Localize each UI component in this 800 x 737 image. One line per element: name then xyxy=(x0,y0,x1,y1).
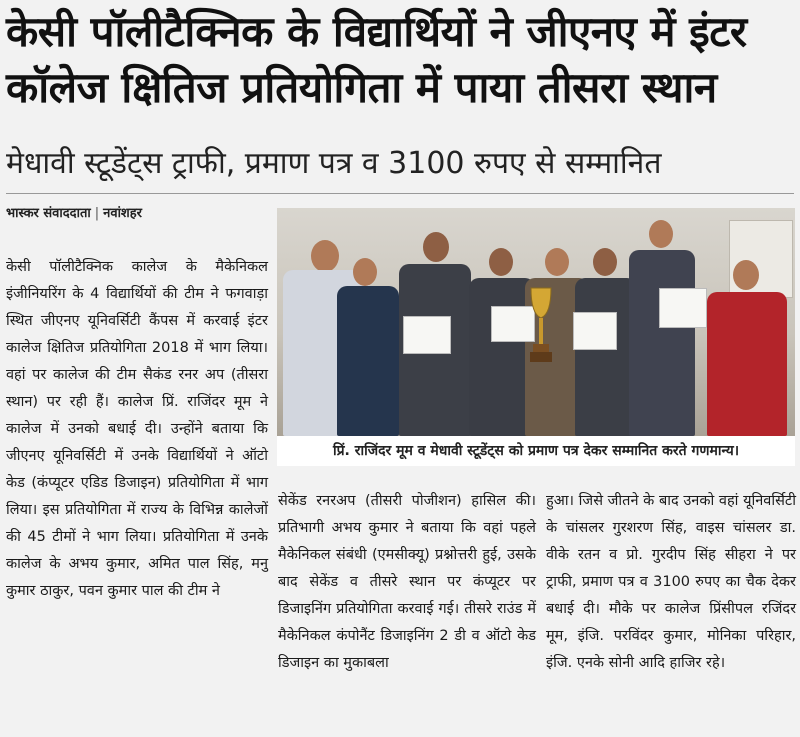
certificate xyxy=(573,312,617,350)
divider xyxy=(6,193,794,194)
certificate xyxy=(659,288,707,328)
photo-caption: प्रिं. राजिंदर मूम व मेधावी स्टूडेंट्स को प्रमाण पत्र देकर सम्मानित करते गणमान्य। xyxy=(277,436,795,466)
byline xyxy=(6,203,142,221)
trophy-icon xyxy=(527,284,555,364)
byline-reporter: भास्कर संवाददाता xyxy=(6,206,91,221)
subheadline: मेधावी स्टूडेंट्स ट्राफी, प्रमाण पत्र व 3100 रुपए से सम्मानित xyxy=(6,146,662,181)
article-column-1: केसी पॉलीटैक्निक कालेज के मैकेनिकल इंजीनियरिंग के 4 विद्यार्थियों की टीम ने फगवाड़ा स्थित जीएनए यूनिवर्सिटी कैंपस में करवाई इंटर कालेज क्षितिज प्रतियोगिता 2018 में भाग लिया। वहां पर कालेज की टीम सैकंड रनर अप (तीसरा स्थान) पर रही हैं। कालेज प्रिं. राजिंदर मूम ने कालेज में उनको बधाई दी। उन्होंने बताया कि जीएनए यूनिवर्सिटी में उनके विद्यार्थियों ने ऑटो केड (कंप्यूटर एडिड डिजाइन) प्रतियोगिता में भाग लिया। इस प्रतियोगिता में राज्य के विभिन्न कालेजों की 45 टीमों ने भाग लिया। प्रतियोगिता में उनके कालेज के अभय कुमार, अमित पाल सिंह, मनु कुमार ठाकुर, पवन कुमार पाल की टीम ने xyxy=(6,259,268,599)
byline-location: नवांशहर xyxy=(103,206,142,221)
news-photo xyxy=(277,208,795,436)
certificate xyxy=(403,316,451,354)
headline: केसी पॉलीटैक्निक के विद्यार्थियों ने जीएनए में इंटर कॉलेज क्षितिज प्रतियोगिता में पाया तीसरा स्थान xyxy=(6,7,747,112)
article-column-3: हुआ। जिसे जीतने के बाद उनको वहां यूनिवर्सिटी के चांसलर गुरशरण सिंह, वाइस चांसलर डा. वीके रतन व प्रो. गुरदीप सिंह सीहरा ने पर ट्राफी, प्रमाण पत्र व 3100 रुपए का चैक देकर बधाई दी। मौके पर कालेज प्रिंसीपल रजिंदर मूम, इंजि. परविंदर कुमार, मोनिका परिहार, इंजि. एनके सोनी आदि हाजिर रहे। xyxy=(546,493,796,671)
byline-separator: | xyxy=(94,206,100,221)
article-column-2: सेकेंड रनरअप (तीसरी पोजीशन) हासिल की। प्रतिभागी अभय कुमार ने बताया कि वहां पहले मैकेनिकल संबंधी (एमसीक्यू) प्रश्नोत्तरी हुई, उसके बाद सेकेंड व तीसरे स्थान पर कंप्यूटर पर डिजाइनिंग प्रतियोगिता करवाई गई। तीसरे राउंड में मैकेनिकल कंपोनैंट डिजाइनिंग 2 डी व ऑटो केड डिजाइन का मुकाबला xyxy=(278,493,536,671)
